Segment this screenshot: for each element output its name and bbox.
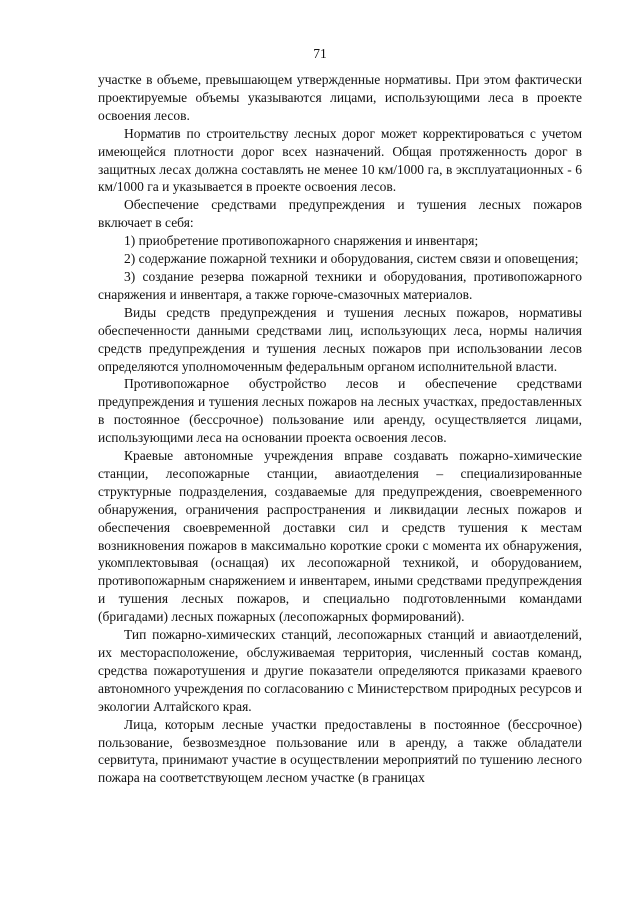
paragraph-autonomous-institutions: Краевые автономные учреждения вправе создавать пожарно-химические станции, лесопожарные станции, авиаотделения – специализированные структурные подразделения, создаваемые для предупреждения, своевременного обнаружения, ограничения распространения и ликвидации лесных пожаров и обеспечения своевременной доставки сил и средств тушения к местам возникновения пожаров в максимально короткие сроки с момента их обнаружения, укомплектовывая (оснащая) их лесопожарной техникой, и оборудованием, противопожарным снаряжением и инвентарем, иными средствами предупреждения и тушения лесных пожаров, и специально подготовленными командами (бригадами) лесных пожарных (лесопожарных формирований). [98,448,582,625]
paragraph-road-norms: Норматив по строительству лесных дорог может корректироваться с учетом имеющейся плотности дорог всех назначений. Общая протяженность дорог в защитных лесах должна составлять не менее 10 км/1000 га, в эксплуатационных - 6 км/1000 га и указывается в проекте освоения лесов. [98,125,582,195]
list-item-2: 2) содержание пожарной техники и оборудования, систем связи и оповещения; [124,251,579,267]
paragraph-continuation: участке в объеме, превышающем утвержденные нормативы. При этом фактически проектируемые объемы указываются лицами, использующими леса в проекте освоения лесов. [98,72,582,123]
paragraph-fire-means-intro: Обеспечение средствами предупреждения и тушения лесных пожаров включает в себя: [98,197,582,231]
paragraph-fire-arrangement: Противопожарное обустройство лесов и обеспечение средствами предупреждения и тушения лесных пожаров на лесных участках, предоставленных в постоянное (бессрочное) пользование или аренду, осуществляется лицами, использующими леса на основании проекта освоения лесов. [98,376,582,446]
paragraph-participants: Лица, которым лесные участки предоставлены в постоянное (бессрочное) пользование, безвозмездное пользование или в аренду, а также обладатели сервитута, принимают участие в осуществлении мероприятий по тушению лесного пожара на соответствующем лесном участке (в границах [98,716,582,786]
paragraph-station-types: Тип пожарно-химических станций, лесопожарных станций и авиаотделений, их месторасположение, обслуживаемая территория, численный состав команд, средства пожаротушения и другие показатели определяются приказами краевого автономного учреждения по согласованию с Министерством природных ресурсов и экологии Алтайского края. [98,627,582,714]
body-text [98,71,582,787]
list-item-3: 3) создание резерва пожарной техники и оборудования, противопожарного снаряжения и инвентаря, а также горюче-смазочных материалов. [98,268,582,302]
list-item-1: 1) приобретение противопожарного снаряжения и инвентаря; [124,233,479,249]
paragraph-means-types: Виды средств предупреждения и тушения лесных пожаров, нормативы обеспеченности данными средствами лиц, использующих леса, нормы наличия средств предупреждения и тушения лесных пожаров при использовании лесов определяются уполномоченным федеральным органом исполнительной власти. [98,304,582,374]
page-number: 71 [313,46,327,61]
